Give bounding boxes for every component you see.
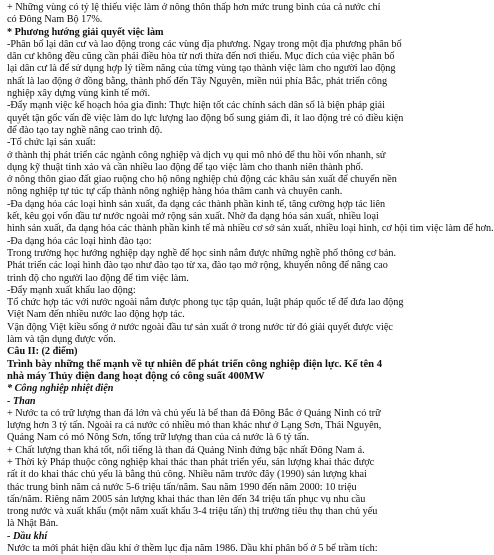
text-line: Việt Nam đến nhiều nước lao động hợp tác. bbox=[7, 309, 185, 321]
text-line: Vận động Việt kiều sống ở nước ngoài đầu tư sản xuất ở trong nước từ đó giải quyết được việc bbox=[7, 321, 393, 333]
text-line: -Đa dạng hóa các loại hình sản xuất, đa dạng các thành phần kinh tế, tăng cường hợp tác liên bbox=[7, 198, 386, 210]
text-line: dụng kỹ thuật tinh xảo và cần nhiều lao động để tạo việc làm cho thanh niên thành phố. bbox=[7, 161, 364, 173]
heading-line: Câu II: (2 điểm) bbox=[7, 346, 78, 358]
text-line: là Nhật Bản. bbox=[7, 518, 59, 530]
heading-line: Trình bày những thế mạnh về tự nhiên để phát triển công nghiệp điện lực. Kể tên 4 bbox=[7, 358, 382, 370]
heading-line: * Công nghiệp nhiệt điện bbox=[7, 383, 114, 395]
text-line: Trong trường học hướng nghiệp dạy nghề để học sinh nắm được những nghề phổ thông cơ bản. bbox=[7, 247, 397, 259]
document-body bbox=[7, 2, 494, 555]
text-line: nông nghiệp tự túc tự cấp thành nông nghiệp hàng hóa thâm canh và chuyên canh. bbox=[7, 186, 343, 198]
text-line: -Đẩy mạnh việc kế hoạch hóa gia đình: Thực hiện tốt các chính sách dân số là biện pháp giải bbox=[7, 100, 385, 112]
text-line: lượng hơn 3 tỷ tấn. Ngoài ra cả nước có nhiều mỏ than khác như ở Lạng Sơn, Thái Nguyên, bbox=[7, 420, 382, 432]
text-line: có Đông Nam Bộ 17%. bbox=[7, 14, 103, 26]
text-line: quyết tận gốc vấn đề việc làm do lực lượng lao động bổ sung giảm đi, ít lao động trẻ có điều kiện bbox=[7, 112, 404, 124]
heading-line: * Phương hướng giải quyết việc làm bbox=[7, 26, 164, 38]
text-line: Tổ chức hợp tác với nước ngoài nắm được phong tục tập quán, luật pháp quốc tế để đưa lao động bbox=[7, 297, 404, 309]
text-line: hình sản xuất, đa dạng hóa các thành phần kinh tế mà nhiều cơ sở sản xuất, nhiều loại hình, cơ hội tìm việc làm để hơn. bbox=[7, 223, 494, 235]
text-line: để đào tạo tay nghề nâng cao trình độ. bbox=[7, 124, 163, 136]
text-line: rất ít do khai thác chủ yếu là bằng thủ công. Nhiều năm trước đây (1990) sản lượng khai bbox=[7, 469, 367, 481]
text-line: + Những vùng có tỷ lệ thiếu việc làm ở nông thôn thấp hơn mức trung bình của cả nước chỉ bbox=[7, 2, 381, 13]
text-line: ở nông thôn giao đất giao ruộng cho hộ nông nghiệp chủ động các khâu sản xuất để chuyển nền bbox=[7, 174, 397, 186]
text-line: nhất là lao động ở đồng bằng, thành phố đến Tây Nguyên, miền núi phía Bắc, phát triển công bbox=[7, 75, 388, 87]
heading-line: nhà máy Thủy điện đang hoạt động có công suất 400MW bbox=[7, 370, 265, 382]
text-line: làm và tận dụng được vốn. bbox=[7, 334, 116, 346]
text-line: -Phân bố lại dân cư và lao động trong các vùng địa phương. Ngay trong một địa phương phân bố bbox=[7, 38, 402, 50]
heading-line: - Than bbox=[7, 395, 36, 407]
text-line: trong nước và xuất khẩu (một năm xuất khẩu 3-4 triệu tấn) thị trường tiêu thụ than chủ yếu bbox=[7, 506, 378, 518]
text-line: trình độ cho người lao động để tìm việc làm. bbox=[7, 272, 189, 284]
text-line: nghiệp xây dựng vùng kinh tế mới. bbox=[7, 88, 151, 100]
text-line: tấn/năm. Riêng năm 2005 sản lượng khai thác than lên đến 34 triệu tấn phục vụ nhu cầu bbox=[7, 493, 366, 505]
text-line: dân cư không đều cũng cần phải điều hòa từ nơi thừa đến nơi thiếu. Mục đích của việc phân bố bbox=[7, 51, 395, 63]
text-line: lại dân cư là để sử dụng hợp lý tiềm năng của từng vùng tạo thành việc làm cho người lao động bbox=[7, 63, 396, 75]
text-line: + Nước ta có trữ lượng than đá lớn và chủ yếu là bể than đá Đông Bắc ở Quảng Ninh có trữ bbox=[7, 407, 381, 419]
text-line: -Đẩy mạnh xuất khẩu lao động: bbox=[7, 284, 136, 296]
text-line: kết, kêu gọi vốn đầu tư nước ngoài mở rộng sản xuất. Nhờ đa dạng hóa sản xuất, nhiều loại bbox=[7, 211, 379, 223]
text-line: + Thời kỳ Pháp thuộc công nghiệp khai thác than phát triển yếu, sản lượng khai thác được bbox=[7, 456, 375, 468]
text-line: Quảng Nam có mỏ Nông Sơn, tổng trữ lượng than của cả nước là 6 tỷ tấn. bbox=[7, 432, 310, 444]
heading-line: - Dầu khí bbox=[7, 530, 48, 542]
text-line: Phát triển các loại hình đào tạo như đào tạo từ xa, đào tạo mở rộng, khuyến nông để nâng cao bbox=[7, 260, 388, 272]
text-line: -Tổ chức lại sản xuất: bbox=[7, 137, 96, 149]
text-line: ở thành thị phát triển các ngành công nghiệp và dịch vụ qui mô nhỏ để thu hồi vốn nhanh, sử bbox=[7, 149, 386, 161]
text-line: thác trung bình năm cả nước 5-6 triệu tấn/năm. Sau năm 1990 đến năm 2000: 10 triệu bbox=[7, 481, 357, 493]
text-line: + Chất lượng than khá tốt, nổi tiếng là than đá Quảng Ninh đứng bậc nhất Đông Nam á. bbox=[7, 444, 365, 456]
text-line: Nước ta mới phát hiện dầu khí ở thềm lục địa năm 1986. Dầu khí phân bố ở 5 bể trầm tích: bbox=[7, 543, 378, 555]
text-line: -Đa dạng hóa các loại hình đào tạo: bbox=[7, 235, 152, 247]
